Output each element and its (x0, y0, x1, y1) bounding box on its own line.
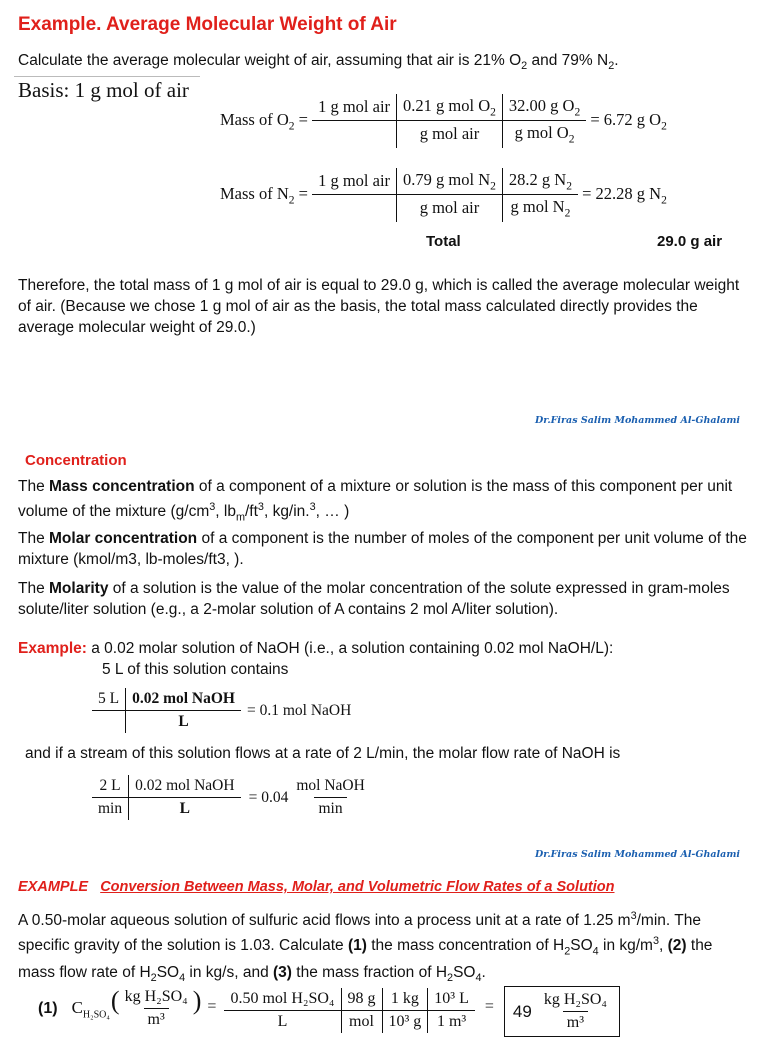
eq-number: (1) (38, 1000, 58, 1017)
sulfuric-cell: mol (341, 1011, 382, 1034)
o2-label: Mass of $O_2$ = (220, 109, 313, 132)
n2-cell: 1 g mol air (312, 168, 396, 195)
sulfuric-example-heading: EXAMPLE Conversion Between Mass, Molar, and Volumetric Flow Rates of a Solution (18, 879, 615, 895)
naoh-stream-text: and if a stream of this solution flows at a rate of 2 L/min, the molar flow rate of NaOH is (25, 745, 621, 762)
eq-lhs-unit: $\frac{\text{kg H₂SO₄}}{\text{m³}}$ (124, 988, 188, 1028)
naoh-amount-result: = 0.1 mol NaOH (247, 701, 352, 719)
eq-equals: = (207, 998, 217, 1015)
result-unit: $\frac{\text{kg H₂SO₄}}{\text{m³}}$ (543, 991, 607, 1031)
o2-cell: 1 g mol air (312, 94, 396, 121)
mass-concentration-equation (38, 986, 620, 1037)
molar-concentration-definition: The Molar concentration of a component is the number of moles of the component per unit volume of the mixture (kmol/m3, lb-moles/ft3, ). (18, 530, 747, 568)
n2-cell: 0.79 g mol $N_2$ (397, 168, 503, 195)
sulfuric-cell: 1 kg (382, 988, 428, 1011)
naoh-cell: 5 L (92, 688, 126, 711)
o2-dimensional-table (312, 94, 586, 148)
n2-dimensional-table (312, 168, 578, 222)
naoh-example-intro: Example: a 0.02 molar solution of NaOH (i.e., a solution containing 0.02 mol NaOH/L): (18, 640, 614, 657)
n2-mass-equation (220, 168, 667, 222)
paren-close: ) (192, 986, 202, 1015)
naoh-flow-table (92, 775, 241, 820)
basis-label: Basis: 1 g mol of air (18, 78, 189, 102)
naoh-flow-cell: min (98, 800, 123, 817)
sulfuric-cell: 0.50 mol H₂SO₄ (224, 988, 341, 1011)
sulfuric-dimensional-table (224, 988, 474, 1033)
naoh-cell: 0.02 mol NaOH (126, 688, 241, 711)
naoh-amount-equation (92, 688, 351, 733)
naoh-flow-eq: = 0.04 (248, 788, 289, 806)
n2-label: Mass of $N_2$ = (220, 183, 313, 206)
basis-underline (14, 76, 200, 77)
o2-cell: g mol air (397, 121, 503, 148)
n2-cell (312, 195, 396, 222)
author-signature: Dr.Firas Salim Mohammed Al-Ghalami (535, 415, 740, 426)
naoh-flow-cell: L (129, 798, 241, 821)
concentration-heading: Concentration (25, 452, 127, 469)
eq-equals-2: = (484, 998, 494, 1015)
mass-concentration-definition: The Mass concentration of a component of a mixture or solution is the mass of this component per unit volume of the mixture ($g/cm^3$, $lb_m/ft^3$, kg/in.$^3$, … ) (18, 478, 733, 524)
sulfuric-cell: 1 m³ (428, 1011, 475, 1034)
total-value: 29.0 g air (657, 233, 723, 250)
naoh-cell (92, 711, 126, 734)
o2-mass-equation (220, 94, 667, 148)
n2-cell: g mol $N_2$ (502, 195, 578, 222)
author-signature-2: Dr.Firas Salim Mohammed Al-Ghalami (535, 849, 740, 860)
naoh-flow-equation (92, 775, 369, 820)
naoh-cell: L (126, 711, 241, 734)
paren-open: ( (110, 986, 120, 1015)
o2-cell: g mol $O_2$ (502, 121, 586, 148)
o2-cell: 0.21 g mol $O_2$ (397, 94, 503, 121)
naoh-flow-cell: 0.02 mol NaOH (129, 775, 241, 798)
example-intro: Calculate the average molecular weight of air, assuming that air is 21% $O_2$ and 79% $N_2$. (18, 52, 619, 73)
naoh-example-line2: 5 L of this solution contains (102, 661, 289, 678)
result-box (504, 986, 620, 1037)
sulfuric-cell: 98 g (341, 988, 382, 1011)
n2-result: = 22.28 g $N_2$ (582, 183, 667, 206)
sulfuric-cell: 10³ L (428, 988, 475, 1011)
o2-result: = 6.72 g $O_2$ (590, 109, 667, 132)
sulfuric-example-problem: A 0.50-molar aqueous solution of sulfuric acid flows into a process unit at a rate of 1.25 $m^3/\min$. The specific gravity of the solution is 1.03. Calculate (1) the mass concentration of $H_2SO_4$ in $kg/m^3$, (2) the mass flow rate of $H_2SO_4$ in kg/s, and (3) the mass fraction of $H_2SO_4$. (18, 910, 713, 985)
sulfuric-cell: L (277, 1013, 288, 1030)
result-value: 49 (512, 1001, 532, 1021)
eq-c-symbol: $C_{H_2SO_4}$ (71, 998, 110, 1021)
naoh-flow-unit: $\frac{\text{mol NaOH}}{\min}$ (296, 777, 365, 817)
n2-cell: g mol air (397, 195, 503, 222)
o2-cell: 32.00 g $O_2$ (502, 94, 586, 121)
o2-cell (312, 121, 396, 148)
example-conclusion: Therefore, the total mass of 1 g mol of air is equal to 29.0 g, which is called the average molecular weight of air. (Because we chose 1 g mol of air as the basis, the total mass calculated directly provides the average molecular weight of 29.0.) (18, 277, 740, 336)
example-title: Example. Average Molecular Weight of Air (18, 14, 397, 35)
molarity-definition: The Molarity of a solution is the value of the molar concentration of the solute expressed in gram-moles solute/liter solution (e.g., a 2-molar solution of A contains 2 mol A/liter solution). (18, 580, 730, 618)
sulfuric-cell: 10³ g (382, 1011, 428, 1034)
naoh-flow-cell: 2 L (92, 775, 129, 798)
naoh-amount-table (92, 688, 241, 733)
total-label: Total (426, 233, 461, 250)
n2-cell: 28.2 g $N_2$ (502, 168, 578, 195)
